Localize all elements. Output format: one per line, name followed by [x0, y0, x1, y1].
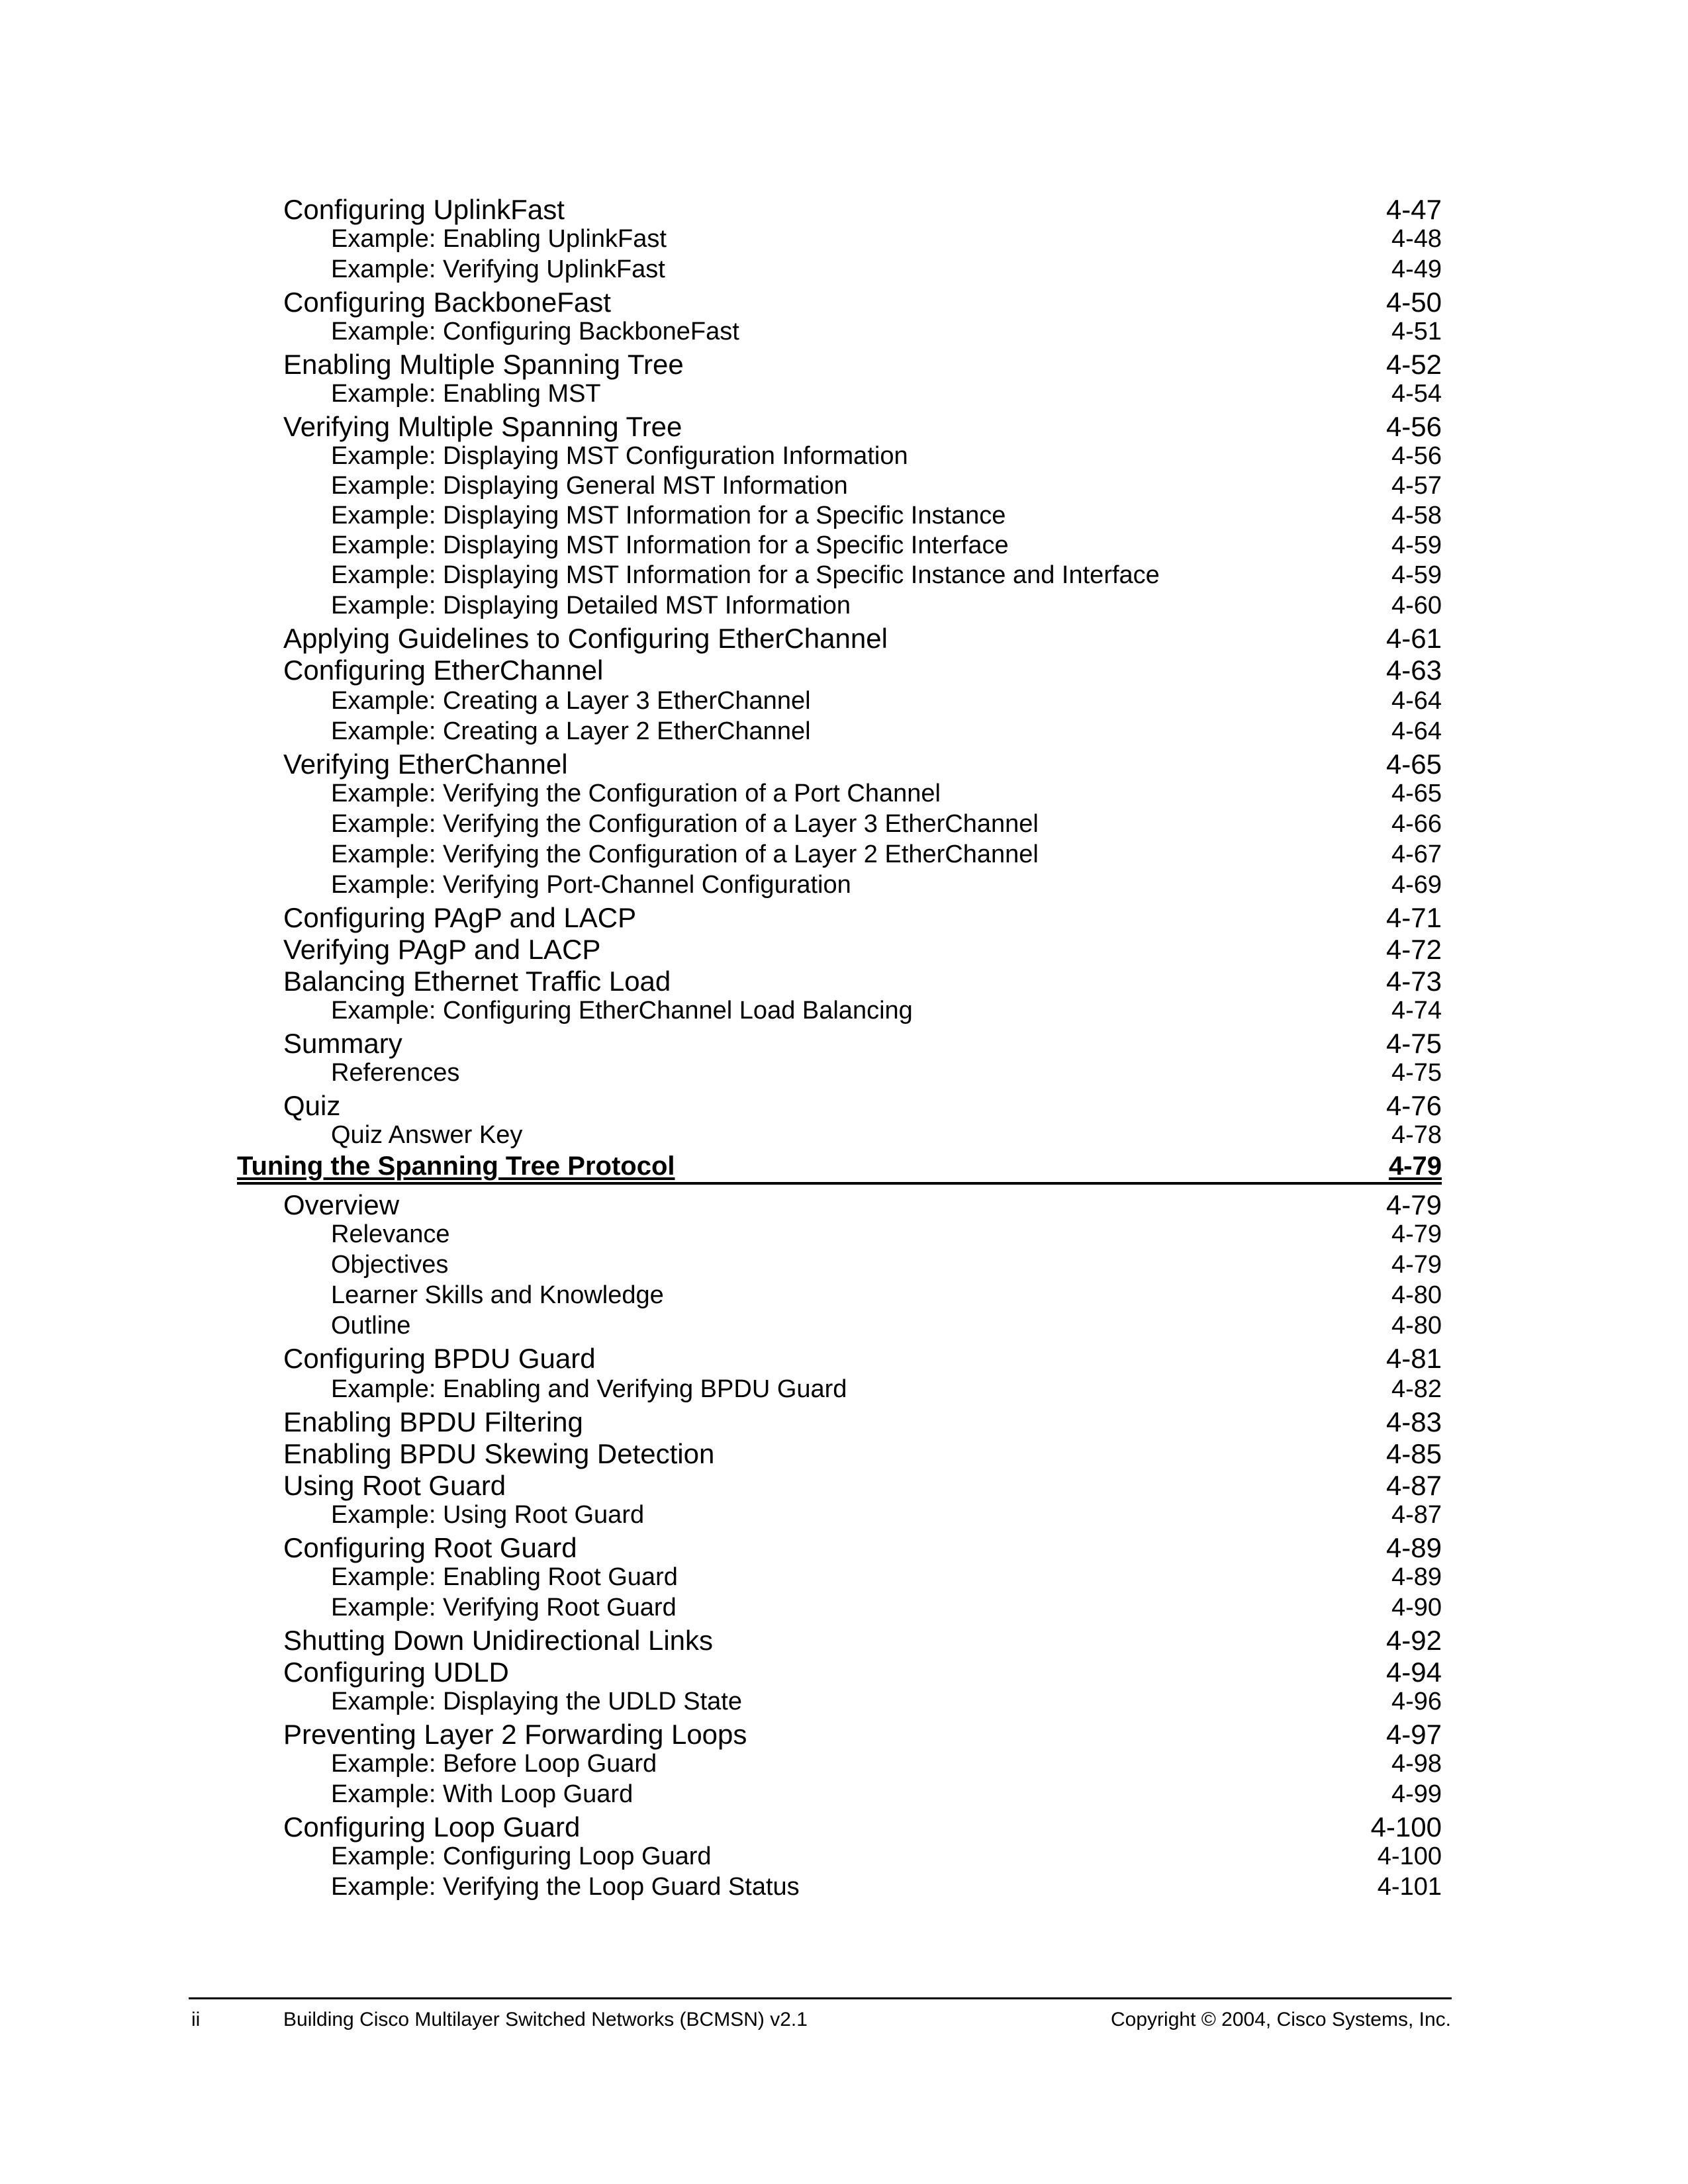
toc-entry-title: References	[331, 1059, 460, 1087]
toc-entry-title: Example: Verifying the Configuration of a Layer 3 EtherChannel	[331, 810, 1039, 838]
toc-entry-title: Example: Creating a Layer 3 EtherChannel	[331, 687, 811, 715]
toc-entry-page: 4-71	[1385, 902, 1442, 933]
toc-entry-title: Using Root Guard	[283, 1470, 506, 1501]
toc-entry-page: 4-99	[1391, 1780, 1442, 1808]
toc-entry-title: Summary	[283, 1028, 402, 1059]
footer-copyright: Copyright © 2004, Cisco Systems, Inc.	[1111, 2009, 1451, 2030]
toc-entry-page: 4-50	[1385, 287, 1442, 318]
toc-entry-title: Example: Displaying MST Configuration Information	[331, 442, 908, 470]
toc-entry-page: 4-75	[1391, 1059, 1442, 1087]
toc-entry-page: 4-85	[1385, 1438, 1442, 1469]
toc-entry-page: 4-63	[1385, 655, 1442, 686]
toc-entry-title: Example: Configuring EtherChannel Load Balancing	[331, 997, 913, 1024]
toc-entry-page: 4-54	[1391, 380, 1442, 408]
toc-entry-title: Example: Configuring Loop Guard	[331, 1843, 712, 1870]
toc-entry-page: 4-57	[1391, 472, 1442, 500]
toc-entry-title: Quiz Answer Key	[331, 1121, 523, 1149]
toc-entry-page: 4-79	[1385, 1189, 1442, 1220]
toc-entry-page: 4-58	[1391, 502, 1442, 529]
toc-entry-page: 4-80	[1391, 1312, 1442, 1340]
toc-entry-title: Example: With Loop Guard	[331, 1780, 633, 1808]
toc-entry-title: Example: Enabling UplinkFast	[331, 225, 667, 253]
toc-entry-page: 4-65	[1391, 780, 1442, 807]
toc-entry-title: Example: Displaying Detailed MST Information	[331, 592, 851, 619]
toc-entry-title: Example: Displaying MST Information for a Specific Interface	[331, 531, 1009, 559]
toc-entry-title: Example: Verifying Port-Channel Configuration	[331, 871, 851, 899]
toc-entry-page: 4-82	[1391, 1375, 1442, 1403]
toc-entry-title: Tuning the Spanning Tree Protocol	[237, 1152, 675, 1181]
footer-title: Building Cisco Multilayer Switched Networks (BCMSN) v2.1	[283, 2009, 808, 2030]
toc-entry-page: 4-79	[1388, 1152, 1442, 1181]
toc-entry-page: 4-78	[1391, 1121, 1442, 1149]
toc-entry-title: Example: Verifying the Loop Guard Status	[331, 1873, 800, 1901]
toc-entry-title: Configuring BackboneFast	[283, 287, 611, 318]
toc-entry-title: Example: Verifying the Configuration of a Port Channel	[331, 780, 941, 807]
toc-entry-page: 4-48	[1391, 225, 1442, 253]
toc-entry-page: 4-76	[1385, 1090, 1442, 1121]
toc-entry-page: 4-89	[1385, 1532, 1442, 1563]
toc-entry-title: Configuring Loop Guard	[283, 1811, 581, 1843]
toc-entry-title: Enabling BPDU Filtering	[283, 1406, 583, 1437]
toc-entry-page: 4-100	[1377, 1843, 1442, 1870]
toc-entry-page: 4-83	[1385, 1406, 1442, 1437]
toc-entry-title: Example: Enabling and Verifying BPDU Guard	[331, 1375, 847, 1403]
toc-entry-title: Configuring PAgP and LACP	[283, 902, 637, 933]
toc-entry-page: 4-64	[1391, 717, 1442, 745]
toc-entry-title: Example: Enabling Root Guard	[331, 1563, 678, 1591]
toc-entry-page: 4-52	[1385, 349, 1442, 380]
toc-entry-title: Example: Before Loop Guard	[331, 1750, 657, 1778]
toc-entry-title: Example: Verifying Root Guard	[331, 1594, 677, 1621]
toc-entry-page: 4-87	[1385, 1470, 1442, 1501]
toc-entry-title: Applying Guidelines to Configuring EtherChannel	[283, 623, 888, 654]
toc-entry-title: Shutting Down Unidirectional Links	[283, 1625, 714, 1656]
toc-entry-page: 4-81	[1385, 1343, 1442, 1374]
footer-page-number: ii	[191, 2009, 201, 2030]
toc-entry-title: Example: Displaying MST Information for a Specific Instance and Interface	[331, 561, 1160, 589]
toc-entry-page: 4-98	[1391, 1750, 1442, 1778]
toc-entry-page: 4-101	[1377, 1873, 1442, 1901]
toc-chapter-entry[interactable]	[237, 1153, 1442, 1185]
toc-entry-page: 4-65	[1385, 749, 1442, 780]
toc-entry-title: Outline	[331, 1312, 411, 1340]
toc-entry-title: Example: Configuring BackboneFast	[331, 318, 739, 345]
toc-entry-title: Verifying EtherChannel	[283, 749, 568, 780]
toc-entry-title: Learner Skills and Knowledge	[331, 1281, 664, 1309]
toc-entry-title: Verifying PAgP and LACP	[283, 934, 601, 965]
toc-entry-title: Configuring UDLD	[283, 1657, 509, 1688]
toc-entry-page: 4-80	[1391, 1281, 1442, 1309]
toc-entry-page: 4-74	[1391, 997, 1442, 1024]
toc-entry-page: 4-97	[1385, 1719, 1442, 1750]
toc-entry-title: Example: Enabling MST	[331, 380, 601, 408]
toc-entry-page: 4-59	[1391, 561, 1442, 589]
toc-entry-title: Overview	[283, 1189, 400, 1220]
toc-entry-title: Configuring Root Guard	[283, 1532, 577, 1563]
toc-entry-title: Example: Creating a Layer 2 EtherChannel	[331, 717, 811, 745]
toc-entry-page: 4-56	[1385, 411, 1442, 442]
toc-entry-page: 4-51	[1391, 318, 1442, 345]
toc-entry-page: 4-49	[1391, 255, 1442, 283]
toc-entry-title: Verifying Multiple Spanning Tree	[283, 411, 682, 442]
toc-entry-title: Quiz	[283, 1090, 341, 1121]
toc-entry-page: 4-90	[1391, 1594, 1442, 1621]
toc-entry-page: 4-96	[1391, 1688, 1442, 1715]
toc-entry-page: 4-100	[1370, 1811, 1442, 1843]
toc-entry-page: 4-92	[1385, 1625, 1442, 1656]
toc-entry-page: 4-59	[1391, 531, 1442, 559]
toc-entry-title: Balancing Ethernet Traffic Load	[283, 966, 671, 997]
toc-entry-title: Example: Displaying General MST Information	[331, 472, 848, 500]
toc-entry-title: Example: Verifying the Configuration of a Layer 2 EtherChannel	[331, 841, 1039, 868]
toc-entry-title: Objectives	[331, 1251, 449, 1279]
toc-entry-page: 4-79	[1391, 1220, 1442, 1248]
toc-entry-page: 4-69	[1391, 871, 1442, 899]
toc-entry-page: 4-60	[1391, 592, 1442, 619]
toc-entry-page: 4-67	[1391, 841, 1442, 868]
toc-entry-page: 4-61	[1385, 623, 1442, 654]
toc-entry-title: Relevance	[331, 1220, 450, 1248]
toc-entry-page: 4-47	[1385, 194, 1442, 225]
toc-entry-title: Configuring BPDU Guard	[283, 1343, 596, 1374]
toc-entry-title: Preventing Layer 2 Forwarding Loops	[283, 1719, 747, 1750]
toc-entry-page: 4-64	[1391, 687, 1442, 715]
toc-entry-title: Configuring UplinkFast	[283, 194, 565, 225]
toc-entry-page: 4-66	[1391, 810, 1442, 838]
toc-entry-title: Configuring EtherChannel	[283, 655, 604, 686]
toc-entry-page: 4-87	[1391, 1501, 1442, 1529]
toc-entry-title: Example: Verifying UplinkFast	[331, 255, 665, 283]
toc-entry-page: 4-79	[1391, 1251, 1442, 1279]
toc-entry-title: Enabling Multiple Spanning Tree	[283, 349, 684, 380]
footer-divider	[189, 1997, 1452, 1999]
toc-entry-title: Example: Displaying MST Information for a Specific Instance	[331, 502, 1006, 529]
toc-entry-title: Example: Using Root Guard	[331, 1501, 645, 1529]
toc-entry-title: Example: Displaying the UDLD State	[331, 1688, 742, 1715]
toc-entry-page: 4-94	[1385, 1657, 1442, 1688]
toc-entry-page: 4-72	[1385, 934, 1442, 965]
toc-entry-page: 4-89	[1391, 1563, 1442, 1591]
toc-entry-page: 4-56	[1391, 442, 1442, 470]
toc-entry-page: 4-75	[1385, 1028, 1442, 1059]
toc-entry-title: Enabling BPDU Skewing Detection	[283, 1438, 715, 1469]
toc-entry-page: 4-73	[1385, 966, 1442, 997]
